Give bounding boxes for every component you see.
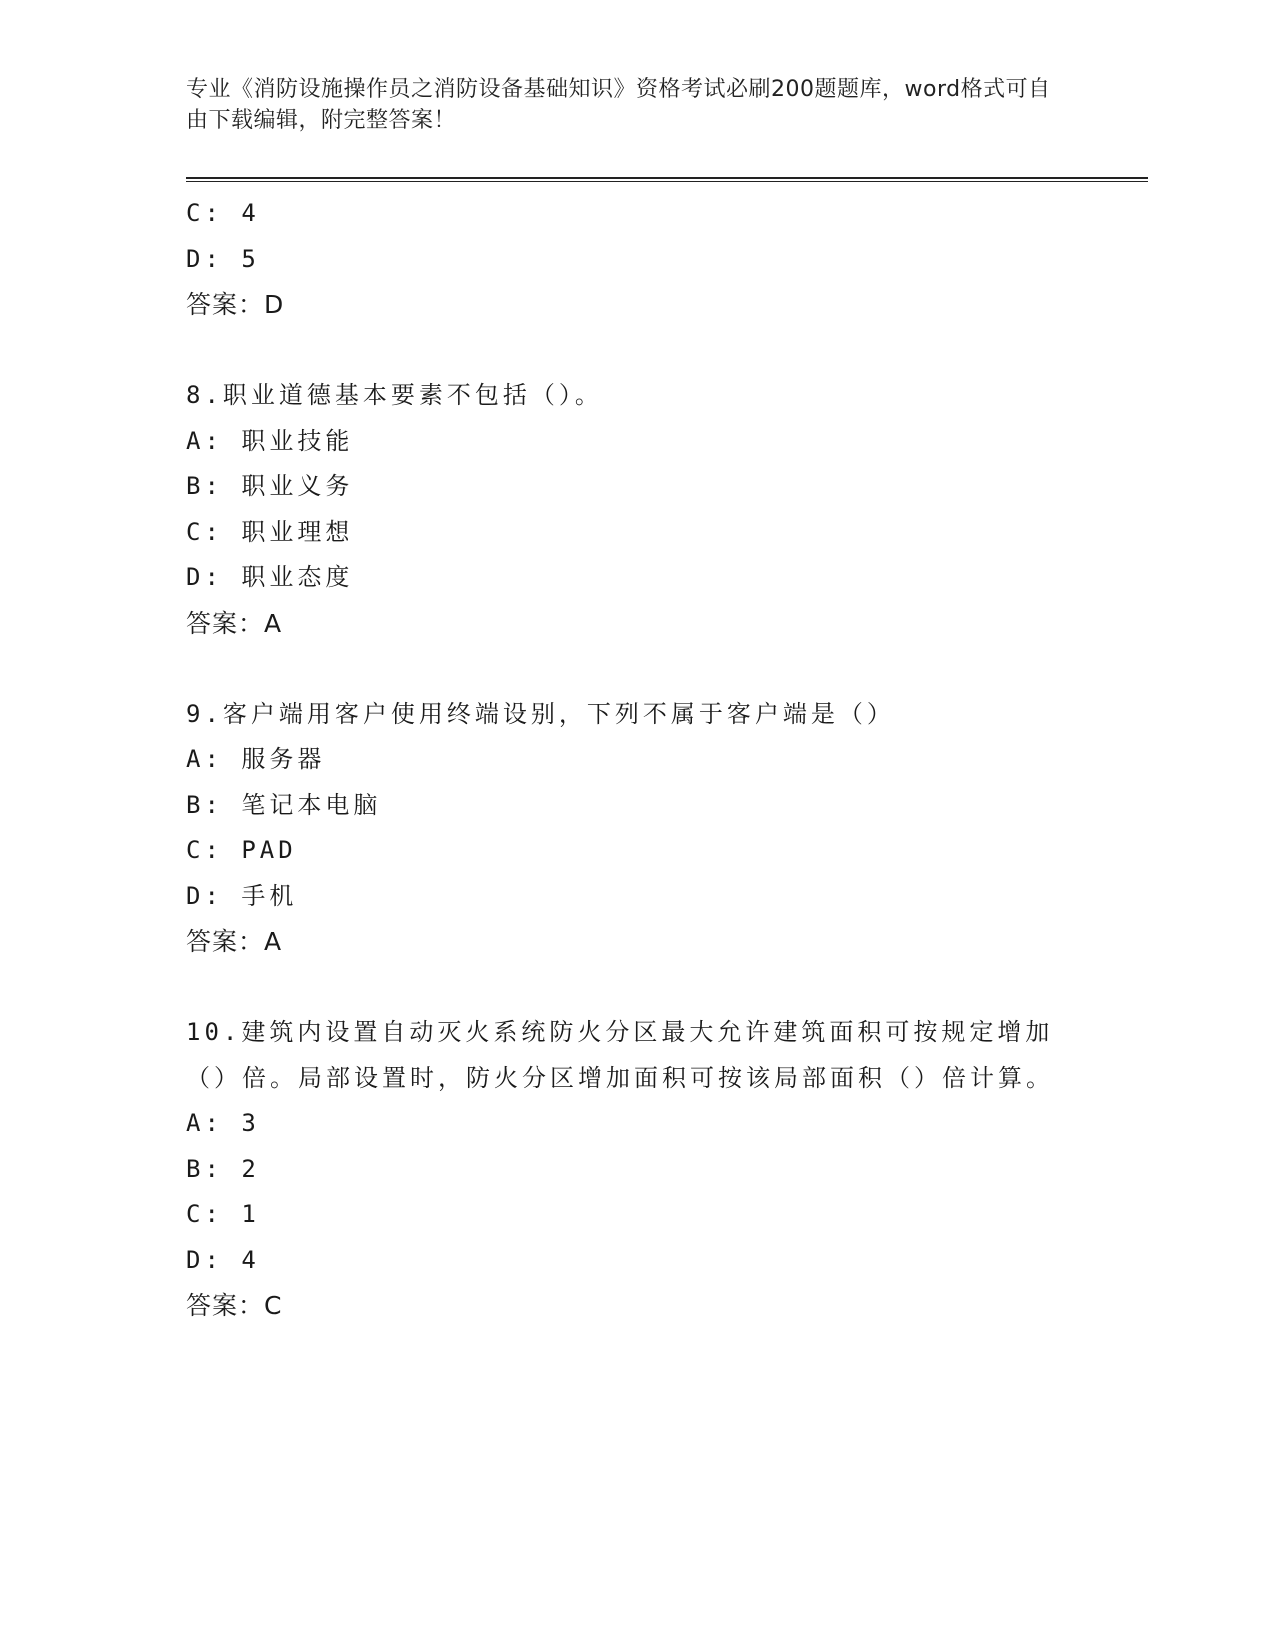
option-b: B: 笔记本电脑 [186, 790, 382, 819]
spacer [186, 965, 1086, 1011]
option-d: D: 手机 [186, 881, 298, 910]
answer: 答案：A [186, 927, 283, 956]
question-list [186, 191, 1086, 1329]
answer: 答案：D [186, 290, 285, 319]
option-d: D: 4 [186, 1245, 260, 1274]
spacer [186, 646, 1086, 692]
option-c: C: 1 [186, 1200, 260, 1228]
answer: 答案：A [186, 608, 283, 638]
option-c: C: 职业理想 [186, 517, 354, 546]
option-a: A: 服务器 [186, 745, 326, 773]
question-9 [186, 692, 1086, 965]
spacer [186, 328, 1086, 374]
option-c: C: PAD [186, 836, 297, 864]
question-10 [186, 1010, 1086, 1329]
header-divider [186, 177, 1148, 182]
question-stem: 8.职业道德基本要素不包括（）。 [186, 381, 603, 409]
page-header: 专业《消防设施操作员之消防设备基础知识》资格考试必刷200题题库，word格式可自由下载编辑，附完整答案！ [186, 77, 1051, 133]
option-c: C: 4 [186, 199, 260, 227]
option-d: D: 5 [186, 244, 260, 273]
answer: 答案：C [186, 1291, 283, 1320]
option-b: B: 2 [186, 1154, 260, 1183]
question-stem: 9.客户端用客户使用终端设别，下列不属于客户端是（） [186, 699, 895, 728]
question-8 [186, 373, 1086, 646]
option-b: B: 职业义务 [186, 472, 354, 500]
option-d: D: 职业态度 [186, 563, 354, 591]
option-a: A: 职业技能 [186, 426, 354, 455]
question-7-tail [186, 191, 1086, 328]
question-stem: 10.建筑内设置自动灭火系统防火分区最大允许建筑面积可按规定增加（）倍。局部设置时，防火分区增加面积可按该局部面积（）倍计算。 [186, 1018, 1054, 1092]
option-a: A: 3 [186, 1109, 260, 1137]
